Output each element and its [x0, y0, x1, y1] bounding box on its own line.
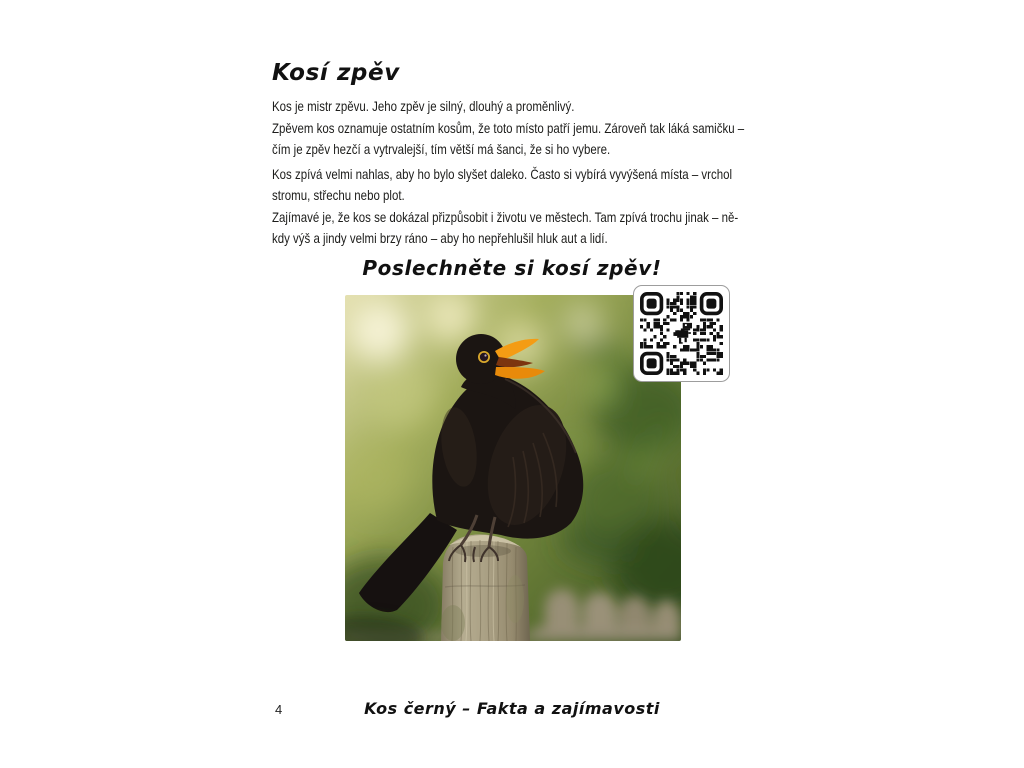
text-line: čím je zpěv hezčí a vytrvalejší, tím větší má šanci, že si ho vybere.	[272, 141, 611, 157]
blackbird-photo-illustration	[345, 295, 681, 641]
paragraph	[272, 164, 744, 250]
footer-title: Kos černý – Fakta a zajímavosti	[364, 699, 660, 718]
text-line: Zajímavé je, že kos se dokázal přizpůsobit i životu ve městech. Tam zpívá trochu jinak – ně-	[272, 208, 739, 225]
body-text	[272, 96, 744, 253]
qr-code-svg	[640, 292, 723, 375]
text-line: kdy výš a jindy velmi brzy ráno – aby ho nepřehlušil hluk aut a lidí.	[272, 230, 608, 246]
text-line: Kos je mistr zpěvu. Jeho zpěv je silný, dlouhý a proměnlivý.	[272, 98, 575, 114]
page-title: Kosí zpěv	[272, 60, 400, 86]
text-line: Kos zpívá velmi nahlas, aby ho bylo slyšet daleko. Často si vybírá vyvýšená místa – vrchol	[272, 165, 733, 182]
listen-heading: Poslechněte si kosí zpěv!	[362, 256, 662, 280]
qr-code	[633, 285, 730, 382]
qr-dino-icon	[673, 323, 692, 344]
text-line: Zpěvem kos oznamuje ostatním kosům, že toto místo patří jemu. Zároveň tak láká samičku –	[272, 119, 745, 136]
page-number: 4	[275, 702, 283, 717]
paragraph	[272, 96, 744, 161]
text-line: stromu, střechu nebo plot.	[272, 187, 405, 203]
blackbird-photo	[345, 295, 681, 641]
